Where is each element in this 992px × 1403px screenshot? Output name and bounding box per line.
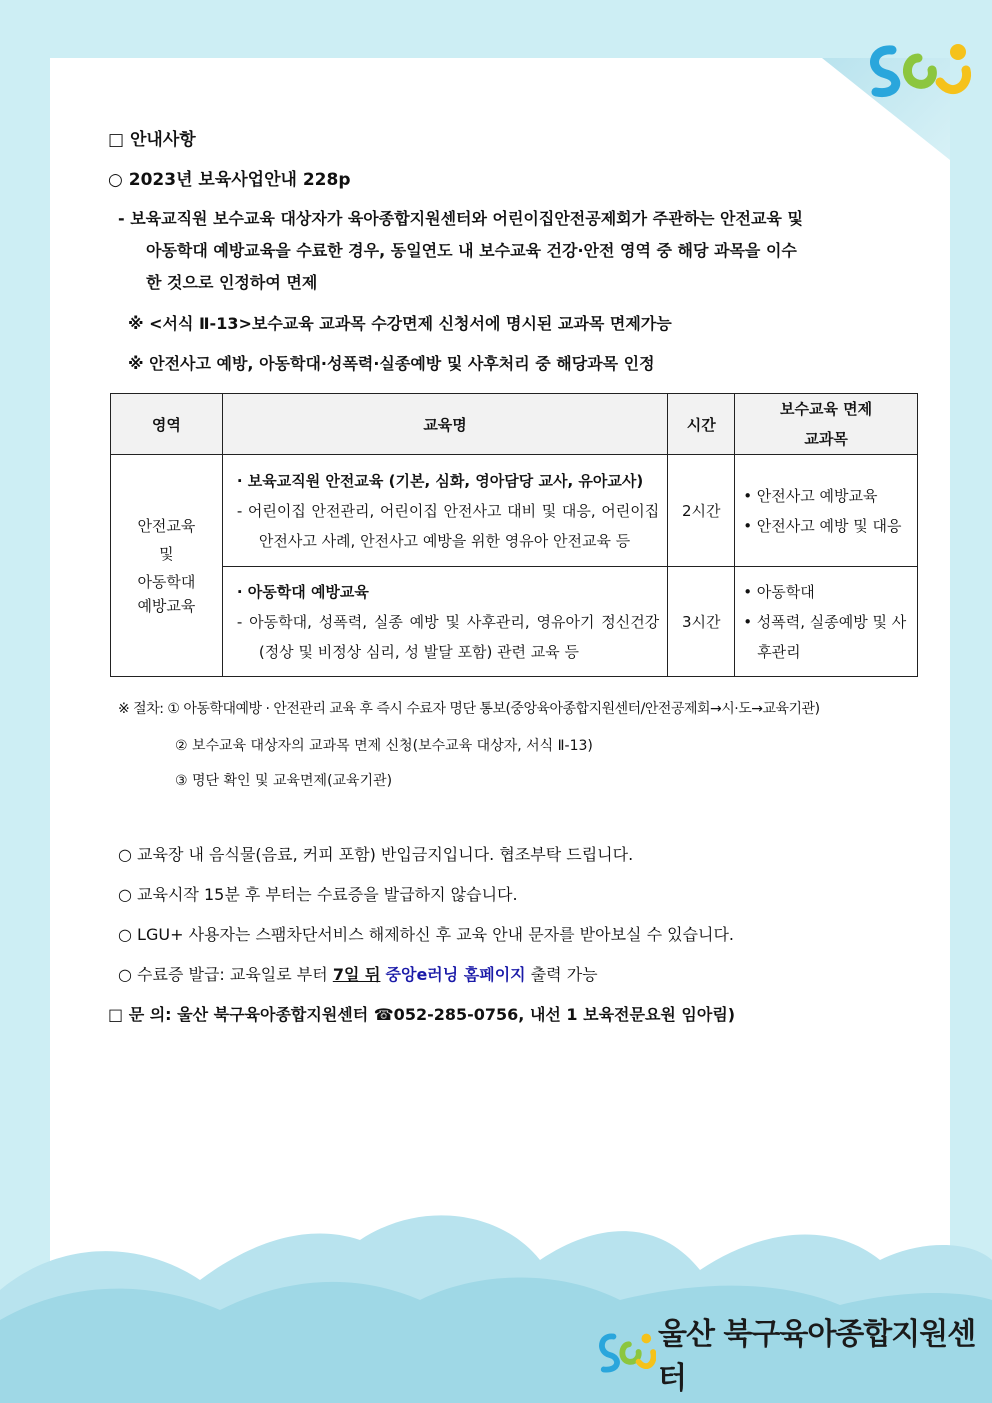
area-line: 및 — [159, 544, 174, 563]
exempt-item: • 아동학대 — [743, 582, 815, 601]
course-description: - 아동학대, 성폭력, 실종 예방 및 사후관리, 영유아기 정신건강(정상 및 비정상 심리, 성 발달 포함) 관련 교육 등 — [236, 612, 660, 661]
course-cell — [222, 455, 667, 567]
header-exempt-line-2: 교과목 — [804, 430, 848, 448]
procedure-line-1: ※ 절차: ① 아동학대예방 · 안전관리 교육 후 즉시 수료자 명단 통보(중앙육아종합지원센터/안전공제회→시·도→교육기관) — [118, 701, 820, 717]
notice-late: ○ 교육시작 15분 후 부터는 수료증을 발급하지 않습니다. — [118, 885, 518, 904]
exempt-item: • 안전사고 예방 및 대응 — [743, 516, 902, 535]
elearning-homepage-link[interactable]: 중앙e러닝 홈페이지 — [385, 965, 526, 984]
header-hours: 시간 — [668, 394, 735, 455]
area-line: 안전교육 — [137, 516, 196, 535]
exempt-item: • 성폭력, 실종예방 및 사후관리 — [743, 612, 907, 661]
course-cell — [222, 567, 667, 677]
guide-note-1: ※ <서식 Ⅱ-13>보수교육 교과목 수강면제 신청서에 명시된 교과목 면제가능 — [128, 314, 672, 333]
footer-brand — [596, 1317, 992, 1396]
procedure-line-2: ② 보수교육 대상자의 교과목 면제 신청(보수교육 대상자, 서식 Ⅱ-13) — [175, 738, 593, 754]
center-logo-icon — [596, 1322, 656, 1384]
certificate-days: 7일 뒤 — [332, 965, 381, 984]
education-table — [110, 393, 918, 677]
header-exempt — [735, 394, 918, 455]
area-cell — [111, 455, 223, 677]
notice-certificate-suffix: 출력 가능 — [525, 965, 598, 984]
guide-dash-line-1: - 보육교직원 보수교육 대상자가 육아종합지원센터와 어린이집안전공제회가 주관하는 안전교육 및 — [118, 209, 803, 228]
course-description: - 어린이집 안전관리, 어린이집 안전사고 대비 및 대응, 어린이집 안전사고 사례, 안전사고 예방을 위한 영유아 안전교육 등 — [236, 501, 660, 550]
course-title: · 아동학대 예방교육 — [236, 582, 369, 601]
notice-certificate — [118, 962, 598, 985]
section-title: □ 안내사항 — [108, 130, 196, 150]
contact-info: □ 문 의: 울산 북구육아종합지원센터 ☎052-285-0756, 내선 1 보육전문요원 임아림) — [108, 1005, 736, 1024]
table-row — [111, 455, 918, 567]
hours-cell: 3시간 — [668, 567, 735, 677]
area-line: 예방교육 — [137, 596, 196, 615]
guide-note-2: ※ 안전사고 예방, 아동학대·성폭력·실종예방 및 사후처리 중 해당과목 인정 — [128, 354, 655, 373]
table-header-row — [111, 394, 918, 455]
footer-brand-name: 울산 북구육아종합지원센터 — [657, 1317, 976, 1396]
table-row — [111, 567, 918, 677]
area-line: 아동학대 — [137, 572, 196, 591]
header-course: 교육명 — [222, 394, 667, 455]
header-exempt-line-1: 보수교육 면제 — [780, 400, 873, 418]
hours-cell: 2시간 — [668, 455, 735, 567]
exempt-cell — [735, 567, 918, 677]
notice-food: ○ 교육장 내 음식물(음료, 커피 포함) 반입금지입니다. 협조부탁 드립니다. — [118, 845, 634, 864]
course-title: · 보육교직원 안전교육 (기본, 심화, 영아담당 교사, 유아교사) — [236, 471, 644, 490]
guide-source: ○ 2023년 보육사업안내 228p — [108, 170, 351, 190]
header-area: 영역 — [111, 394, 223, 455]
notice-lgu: ○ LGU+ 사용자는 스팸차단서비스 해제하신 후 교육 안내 문자를 받아보실 수 있습니다. — [118, 925, 735, 944]
procedure-line-3: ③ 명단 확인 및 교육면제(교육기관) — [175, 773, 393, 789]
guide-dash-line-3: 한 것으로 인정하여 면제 — [146, 273, 318, 292]
guide-dash-line-2: 아동학대 예방교육을 수료한 경우, 동일연도 내 보수교육 건강·안전 영역 중 해당 과목을 이수 — [146, 241, 797, 260]
exempt-cell — [735, 455, 918, 567]
center-logo-icon — [862, 30, 980, 110]
notice-certificate-prefix: ○ 수료증 발급: 교육일로 부터 — [118, 965, 333, 984]
exempt-item: • 안전사고 예방교육 — [743, 486, 878, 505]
